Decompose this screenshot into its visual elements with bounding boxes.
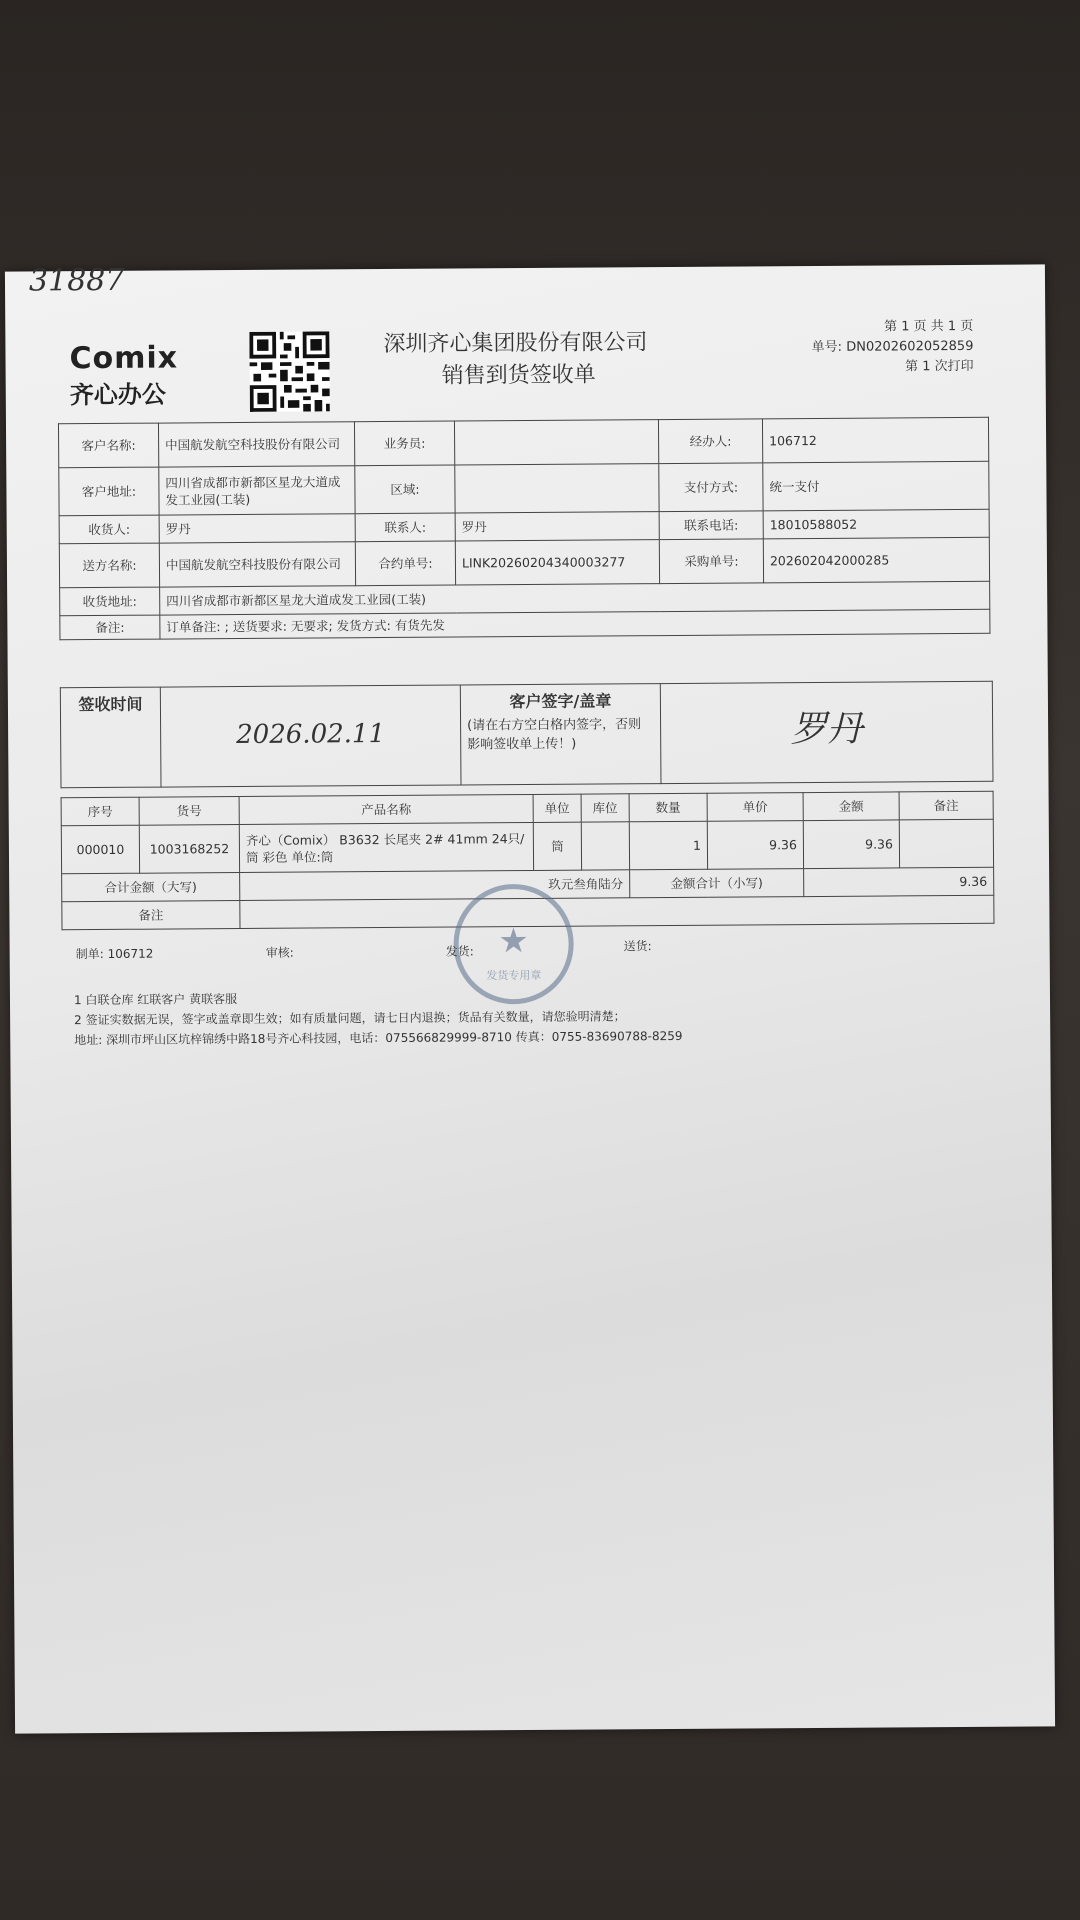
contact-value: 罗丹 xyxy=(455,512,659,541)
handler-value: 106712 xyxy=(762,417,988,463)
col-header-unit-price: 单价 xyxy=(707,793,803,822)
qr-code-icon xyxy=(249,331,330,412)
ship-to-value: 中国航发航空科技股份有限公司 xyxy=(159,542,355,587)
delivery-address-value: 四川省成都市新都区星龙大道成发工业园(工装) xyxy=(160,581,990,615)
total-lower-label: 金额合计（小写) xyxy=(630,869,804,898)
handwritten-number: 31887 xyxy=(28,262,125,299)
order-number-value: DN0202602052859 xyxy=(846,338,974,355)
remarks-label: 备注: xyxy=(60,615,160,640)
stamp-star-icon: ★ xyxy=(498,921,529,962)
row-remark xyxy=(899,819,993,868)
maker-value: 106712 xyxy=(107,946,154,961)
col-header-index: 序号 xyxy=(61,797,139,826)
ship-to-label: 送方名称: xyxy=(59,543,159,588)
purchase-label: 采购单号: xyxy=(659,539,763,584)
customer-signature: 罗丹 xyxy=(790,708,863,750)
sign-title: 客户签字/盖章 xyxy=(509,691,612,712)
remarks-value: 订单备注: ; 送货要求: 无要求; 发货方式: 有货先发 xyxy=(160,609,990,639)
delivery-address-label: 收货地址: xyxy=(60,587,160,616)
maker-field xyxy=(76,945,154,963)
row-product-name: 齐心（Comix） B3632 长尾夹 2# 41mm 24只/筒 彩色 单位:筒 xyxy=(239,822,533,872)
customer-address-label: 客户地址: xyxy=(59,467,159,516)
col-header-product: 产品名称 xyxy=(239,794,533,824)
page-info-block xyxy=(811,317,973,378)
phone-value: 18010588052 xyxy=(763,509,989,539)
purchase-value: 202602042000285 xyxy=(763,537,989,583)
company-address: 地址: 深圳市坪山区坑梓锦绣中路18号齐心科技园，电话：075566829999-8710 传真：0755-83690788-8259 xyxy=(74,1028,683,1048)
col-header-remark: 备注 xyxy=(899,791,993,820)
total-lower-value: 9.36 xyxy=(804,867,994,896)
col-header-amount: 金额 xyxy=(803,792,899,821)
logo-chinese-text: 齐心办公 xyxy=(69,380,166,410)
col-header-unit: 单位 xyxy=(533,794,581,822)
handler-label: 经办人: xyxy=(658,419,762,464)
maker-label: 制单: xyxy=(75,946,104,962)
contact-label: 联系人: xyxy=(355,513,455,542)
print-count: 第 1 次打印 xyxy=(904,358,974,375)
row-quantity: 1 xyxy=(629,821,707,870)
shipper-label: 发货: xyxy=(445,944,474,959)
document-title: 销售到货签收单 xyxy=(441,362,596,389)
row-index: 000010 xyxy=(61,825,139,874)
salesperson-label: 业务员: xyxy=(354,421,454,466)
row-unit: 筒 xyxy=(533,822,581,870)
company-name: 深圳齐心集团股份有限公司 xyxy=(383,330,648,358)
salesperson-value xyxy=(454,420,658,465)
reviewer-label: 审核: xyxy=(265,945,294,960)
customer-name-label: 客户名称: xyxy=(58,423,158,468)
deliverer-label: 送货: xyxy=(623,939,652,954)
sign-time-handwritten: 2026.02.11 xyxy=(236,718,386,750)
customer-name-value: 中国航发航空科技股份有限公司 xyxy=(158,422,354,467)
copy-distribution-note: 1 白联仓库 红联客户 黄联客服 xyxy=(73,992,238,1008)
col-header-sku: 货号 xyxy=(139,797,239,826)
order-info-table xyxy=(58,417,990,640)
stamp-text: 发货专用章 xyxy=(486,968,542,983)
row-sku: 1003168252 xyxy=(139,825,239,874)
col-header-location: 库位 xyxy=(581,794,629,822)
col-header-quantity: 数量 xyxy=(629,793,707,822)
order-number-label: 单号: xyxy=(811,339,843,356)
page-count: 第 1 页 共 1 页 xyxy=(884,318,974,335)
payment-label: 支付方式: xyxy=(659,463,763,512)
row-unit-price: 9.36 xyxy=(707,821,803,870)
contract-label: 合约单号: xyxy=(355,541,455,586)
remark-label: 备注 xyxy=(62,901,240,930)
total-upper-label: 合计金额（大写) xyxy=(62,873,240,902)
sign-time-label: 签收时间 xyxy=(78,694,143,715)
comix-logo: Comix xyxy=(69,340,179,377)
receiver-label: 收货人: xyxy=(59,515,159,544)
contract-value: LINK20260204340003277 xyxy=(455,540,659,585)
phone-label: 联系电话: xyxy=(659,511,763,540)
receiver-value: 罗丹 xyxy=(159,514,355,543)
table-row xyxy=(61,819,993,874)
delivery-receipt-sheet xyxy=(5,264,1055,1733)
customer-address-value: 四川省成都市新都区星龙大道成发工业园(工装) xyxy=(159,466,355,515)
sign-note: (请在右方空白格内签字，否则影响签收单上传！) xyxy=(467,717,642,753)
region-value xyxy=(455,464,659,513)
payment-value: 统一支付 xyxy=(763,461,989,511)
row-location xyxy=(581,822,629,870)
signature-table xyxy=(60,681,994,789)
validity-note: 2 签证实数据无误，签字或盖章即生效；如有质量问题，请七日内退换；货品有关数量，请您验明清楚； xyxy=(74,1009,626,1028)
total-upper-value: 玖元叁角陆分 xyxy=(240,870,630,901)
region-label: 区域: xyxy=(355,465,455,514)
remark-value xyxy=(240,895,994,928)
order-number xyxy=(812,337,974,358)
row-amount: 9.36 xyxy=(803,820,899,869)
